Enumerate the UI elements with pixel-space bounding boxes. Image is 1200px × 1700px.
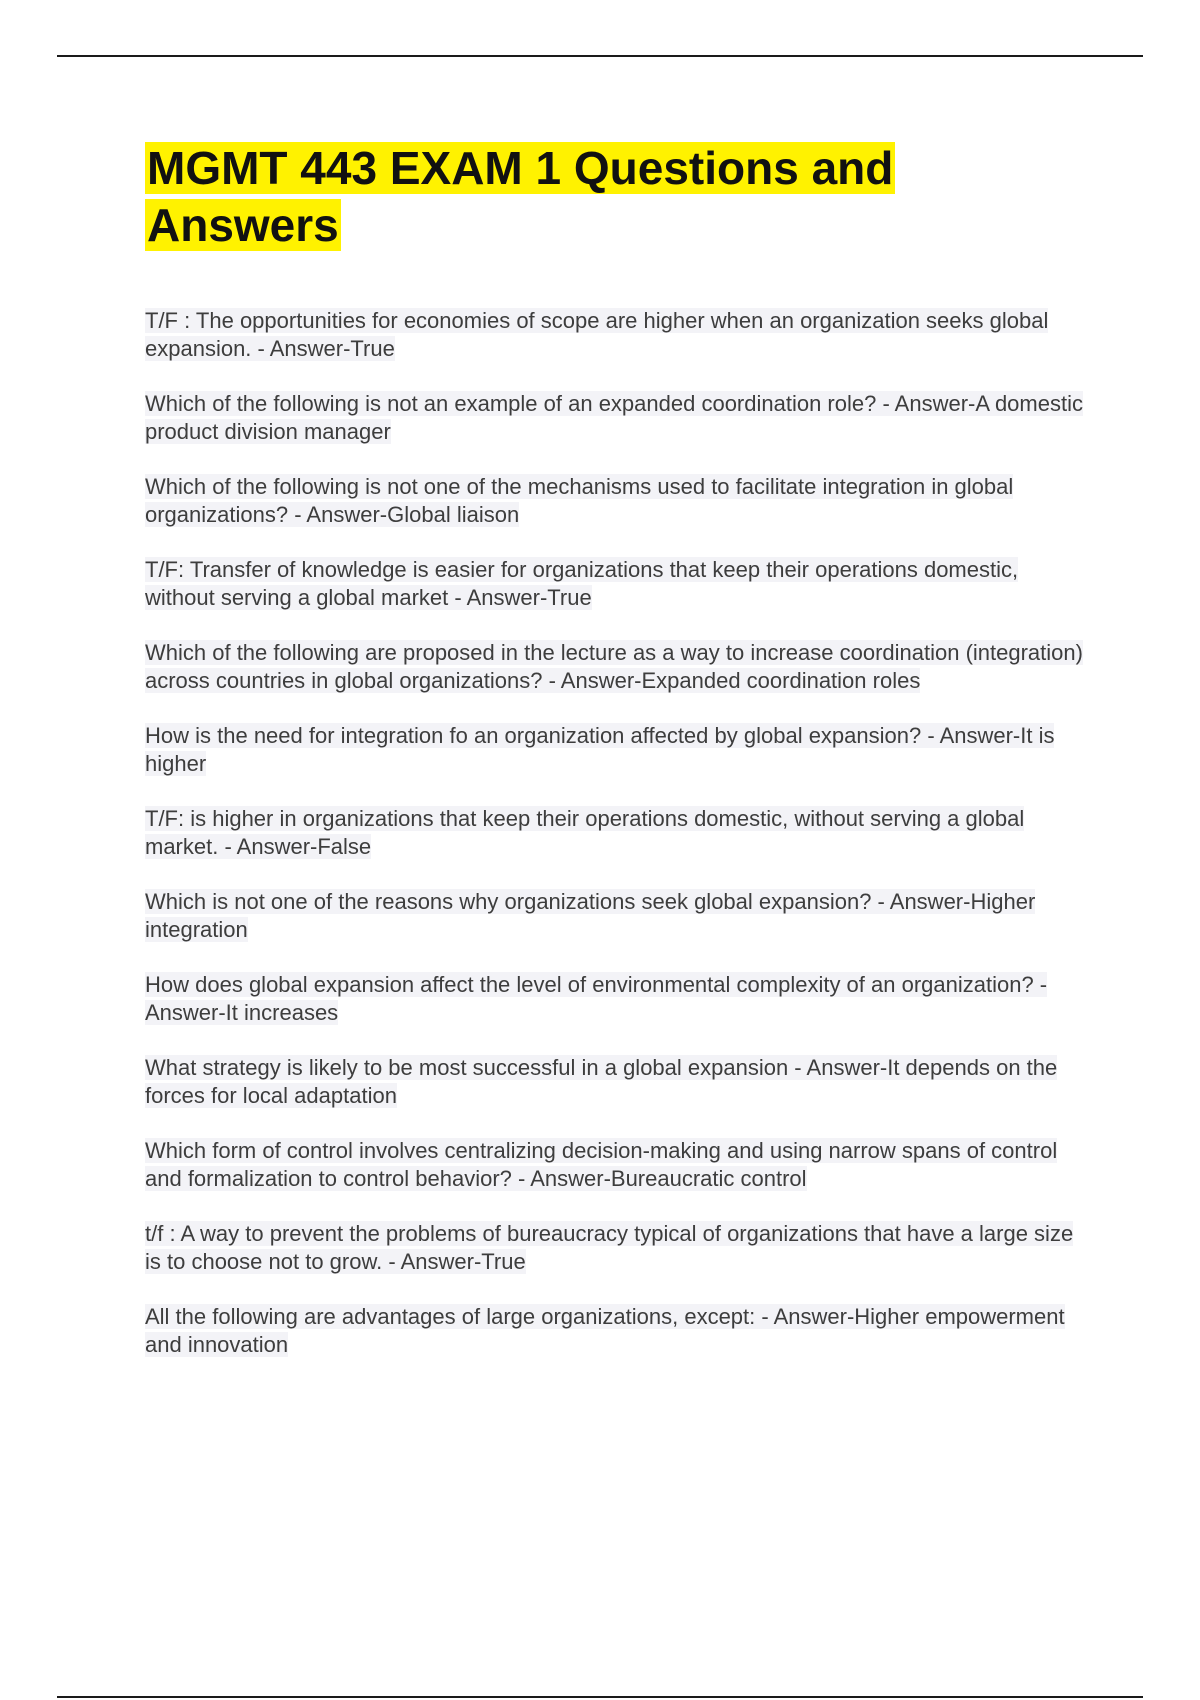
qa-item (145, 307, 1085, 363)
qa-item (145, 722, 1085, 778)
qa-item (145, 1303, 1085, 1359)
qa-text: T/F: Transfer of knowledge is easier for organizations that keep their operations domestic, without serving a global market - Answer-True (145, 557, 1019, 610)
title-highlight: MGMT 443 EXAM 1 Questions and Answers (147, 142, 894, 251)
qa-text: Which of the following are proposed in the lecture as a way to increase coordination (integration) across countries in global organizations? - Answer-Expanded coordination roles (145, 640, 1083, 693)
qa-item (145, 1054, 1085, 1110)
qa-text: t/f : A way to prevent the problems of bureaucracy typical of organizations that have a large size is to choose not to grow. - Answer-True (145, 1221, 1074, 1274)
qa-item (145, 888, 1085, 944)
qa-text: T/F : The opportunities for economies of scope are higher when an organization seeks global expansion. - Answer-True (145, 308, 1049, 361)
qa-item (145, 1137, 1085, 1193)
qa-text: What strategy is likely to be most successful in a global expansion - Answer-It depends on the forces for local adaptation (145, 1055, 1058, 1108)
qa-text: How is the need for integration fo an organization affected by global expansion? - Answer-It is higher (145, 723, 1055, 776)
bottom-divider (57, 1696, 1143, 1698)
qa-item (145, 805, 1085, 861)
qa-text: Which of the following is not one of the mechanisms used to facilitate integration in global organizations? - Answer-Global liaison (145, 474, 1014, 527)
qa-item (145, 971, 1085, 1027)
qa-text: Which form of control involves centralizing decision-making and using narrow spans of control and formalization to control behavior? - Answer-Bureaucratic control (145, 1138, 1058, 1191)
top-divider (57, 55, 1143, 57)
qa-item (145, 473, 1085, 529)
qa-text: All the following are advantages of large organizations, except: - Answer-Higher empowerment and innovation (145, 1304, 1065, 1357)
document-page (145, 140, 1085, 1386)
qa-text: Which is not one of the reasons why organizations seek global expansion? - Answer-Higher integration (145, 889, 1036, 942)
qa-text: Which of the following is not an example of an expanded coordination role? - Answer-A domestic product division manager (145, 391, 1083, 444)
qa-text: T/F: is higher in organizations that keep their operations domestic, without serving a global market. - Answer-False (145, 806, 1025, 859)
qa-item (145, 639, 1085, 695)
qa-item (145, 1220, 1085, 1276)
qa-list (145, 307, 1085, 1359)
qa-item (145, 556, 1085, 612)
qa-item (145, 390, 1085, 446)
document-title (145, 140, 1085, 254)
qa-text: How does global expansion affect the level of environmental complexity of an organization? - Answer-It increases (145, 972, 1048, 1025)
